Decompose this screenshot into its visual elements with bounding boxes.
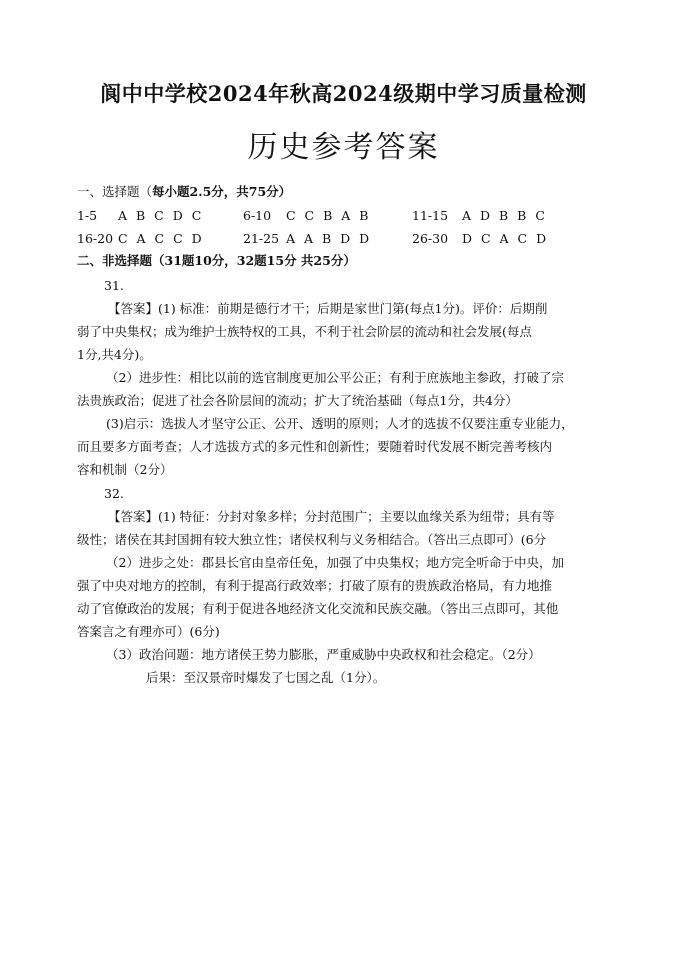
section2-heading: 二、非选择题（31题10分，32题15分 共25分） (77, 253, 356, 268)
answer-letters: C C B A B (286, 208, 369, 223)
answer-text-line: 1分,共4分)。 (77, 347, 152, 362)
answer-text-line: （2）进步之处：郡县长官由皇帝任免，加强了中央集权；地方完全听命于中央，加 (106, 555, 564, 570)
section1-heading-bold: 每小题2.5分，共75分） (152, 184, 292, 199)
question-number: 32. (104, 486, 124, 501)
answer-letters: A B C D C (118, 208, 202, 223)
document-subtitle: 历史参考答案 (247, 130, 440, 165)
answer-range: 21-25 (243, 231, 280, 246)
answer-text-line: 后果：至汉景帝时爆发了七国之乱（1分）。 (146, 670, 386, 685)
answer-text-line: 【答案】(1) 标准：前期是德行才干；后期是家世门第(每点1分)。评价：后期削 (108, 301, 548, 316)
section1-heading-prefix: 一、选择题（ (77, 184, 153, 199)
answer-text-line: 而且要多方面考查；人才选拔方式的多元性和创新性；要随着时代发展不断完善考核内 (77, 439, 553, 454)
answer-text-line: 【答案】(1) 特征：分封对象多样；分封范围广；主要以血缘关系为纽带；具有等 (108, 509, 555, 524)
answer-text-line: 级性；诸侯在其封国拥有较大独立性；诸侯权利与义务相结合。（答出三点即可）(6分 (77, 532, 547, 547)
answer-text-line: 弱了中央集权；成为维护士族特权的工具，不利于社会阶层的流动和社会发展(每点 (77, 324, 532, 339)
answer-letters: A D B B C (462, 208, 545, 223)
section1-heading (77, 184, 291, 200)
answer-range: 11-15 (412, 208, 449, 223)
answer-text-line: (3)启示：选拔人才坚守公正、公开、透明的原则；人才的选拔不仅要注重专业能力， (106, 416, 574, 431)
answer-text-line: 动了官僚政治的发展；有利于促进各地经济文化交流和民族交融。（答出三点即可，其他 (77, 601, 559, 616)
answer-range: 1-5 (77, 208, 98, 223)
answer-text-line: （2）进步性：相比以前的选官制度更加公平公正；有利于庶族地主参政，打破了宗 (106, 370, 564, 385)
answer-text-line: （3）政治问题：地方诸侯王势力膨胀，严重威胁中央政权和社会稳定。（2分） (106, 647, 541, 662)
answer-text-line: 容和机制（2分） (77, 462, 173, 477)
answer-letters: C A C C D (118, 231, 202, 246)
answer-range: 16-20 (77, 231, 114, 246)
answer-text-line: 答案言之有理亦可）(6分) (77, 624, 220, 639)
answer-text-line: 强了中央对地方的控制，有利于提高行政效率；打破了原有的贵族政治格局，有力地推 (77, 578, 553, 593)
answer-letters: D C A C D (462, 231, 547, 246)
answer-range: 26-30 (412, 231, 449, 246)
answer-letters: A A B D D (286, 231, 370, 246)
answer-text-line: 法贵族政治；促进了社会各阶层间的流动；扩大了统治基础（每点1分，共4分） (77, 393, 518, 408)
answer-range: 6-10 (243, 208, 272, 223)
question-number: 31. (104, 278, 124, 293)
exam-title: 阆中中学校2024年秋高2024级期中学习质量检测 (100, 81, 587, 106)
